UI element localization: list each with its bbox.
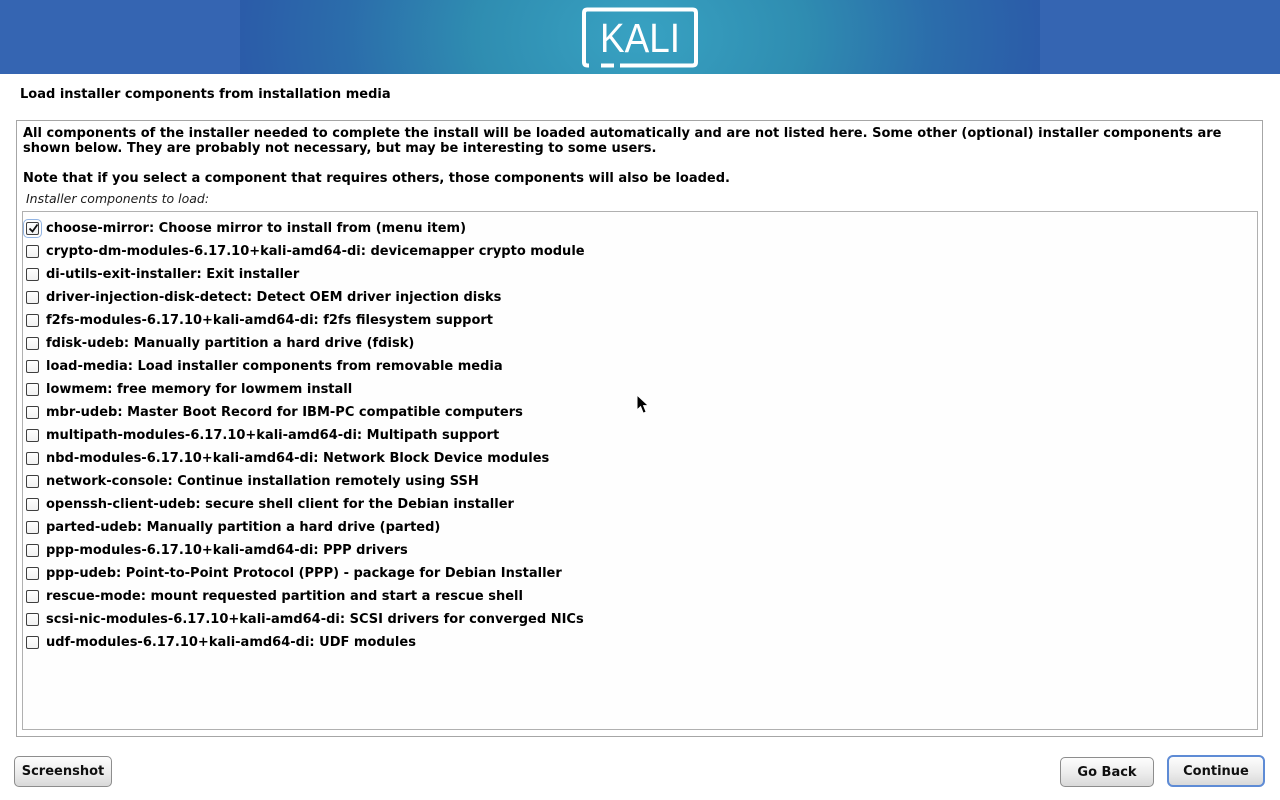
component-checkbox[interactable] — [26, 268, 39, 281]
component-label: ppp-modules-6.17.10+kali-amd64-di: PPP drivers — [46, 543, 408, 558]
component-row[interactable] — [23, 608, 1257, 631]
component-checkbox[interactable] — [26, 544, 39, 557]
component-checkbox[interactable] — [26, 636, 39, 649]
component-row[interactable] — [23, 470, 1257, 493]
component-label: load-media: Load installer components from removable media — [46, 359, 503, 374]
component-label: mbr-udeb: Master Boot Record for IBM-PC compatible computers — [46, 405, 523, 420]
component-row[interactable] — [23, 217, 1257, 240]
component-row[interactable] — [23, 263, 1257, 286]
component-label: f2fs-modules-6.17.10+kali-amd64-di: f2fs filesystem support — [46, 313, 493, 328]
component-label: di-utils-exit-installer: Exit installer — [46, 267, 300, 282]
component-label: crypto-dm-modules-6.17.10+kali-amd64-di: devicemapper crypto module — [46, 244, 585, 259]
component-checkbox[interactable] — [26, 475, 39, 488]
component-checkbox[interactable] — [26, 360, 39, 373]
component-label: openssh-client-udeb: secure shell client for the Debian installer — [46, 497, 514, 512]
continue-button[interactable]: Continue — [1167, 755, 1265, 787]
installer-banner — [0, 0, 1280, 74]
svg-text:KALI: KALI — [600, 15, 680, 61]
component-row[interactable] — [23, 424, 1257, 447]
content-box — [16, 120, 1263, 737]
component-row[interactable] — [23, 493, 1257, 516]
kali-logo-icon — [582, 7, 698, 68]
screenshot-button[interactable]: Screenshot — [14, 756, 112, 787]
component-checkbox[interactable] — [26, 222, 39, 235]
component-label: udf-modules-6.17.10+kali-amd64-di: UDF modules — [46, 635, 416, 650]
component-label: parted-udeb: Manually partition a hard drive (parted) — [46, 520, 441, 535]
component-label: scsi-nic-modules-6.17.10+kali-amd64-di: SCSI drivers for converged NICs — [46, 612, 584, 627]
component-row[interactable] — [23, 286, 1257, 309]
component-checkbox[interactable] — [26, 498, 39, 511]
component-label: lowmem: free memory for lowmem install — [46, 382, 353, 397]
component-row[interactable] — [23, 516, 1257, 539]
component-checkbox[interactable] — [26, 521, 39, 534]
list-label: Installer components to load: — [26, 191, 210, 206]
component-row[interactable] — [23, 539, 1257, 562]
component-checkbox[interactable] — [26, 590, 39, 603]
component-checkbox[interactable] — [26, 613, 39, 626]
mouse-cursor-icon — [636, 394, 650, 415]
component-label: multipath-modules-6.17.10+kali-amd64-di: Multipath support — [46, 428, 500, 443]
component-label: choose-mirror: Choose mirror to install from (menu item) — [46, 221, 467, 236]
component-checkbox[interactable] — [26, 383, 39, 396]
component-checkbox[interactable] — [26, 429, 39, 442]
component-row[interactable] — [23, 447, 1257, 470]
go-back-button[interactable]: Go Back — [1060, 757, 1154, 787]
component-checkbox[interactable] — [26, 337, 39, 350]
page-title: Load installer components from installation media — [20, 87, 391, 102]
note-paragraph: Note that if you select a component that requires others, those components will also be loaded. — [23, 171, 730, 186]
component-checkbox[interactable] — [26, 314, 39, 327]
component-row[interactable] — [23, 631, 1257, 654]
component-row[interactable] — [23, 332, 1257, 355]
component-label: driver-injection-disk-detect: Detect OEM driver injection disks — [46, 290, 502, 305]
intro-paragraph: All components of the installer needed to complete the install will be loaded automatically and are not listed here. Some other (optional) installer components are shown below. They are probably not necessary, but may be interesting to some users. — [23, 126, 1222, 156]
component-row[interactable] — [23, 309, 1257, 332]
component-checkbox[interactable] — [26, 245, 39, 258]
component-row[interactable] — [23, 355, 1257, 378]
component-checkbox[interactable] — [26, 406, 39, 419]
component-label: nbd-modules-6.17.10+kali-amd64-di: Network Block Device modules — [46, 451, 550, 466]
component-row[interactable] — [23, 585, 1257, 608]
component-checkbox[interactable] — [26, 291, 39, 304]
component-label: ppp-udeb: Point-to-Point Protocol (PPP) - package for Debian Installer — [46, 566, 562, 581]
component-label: network-console: Continue installation remotely using SSH — [46, 474, 479, 489]
component-checkbox[interactable] — [26, 452, 39, 465]
component-label: rescue-mode: mount requested partition and start a rescue shell — [46, 589, 523, 604]
component-list — [22, 211, 1258, 730]
component-row[interactable] — [23, 562, 1257, 585]
component-label: fdisk-udeb: Manually partition a hard drive (fdisk) — [46, 336, 415, 351]
component-checkbox[interactable] — [26, 567, 39, 580]
component-row[interactable] — [23, 240, 1257, 263]
